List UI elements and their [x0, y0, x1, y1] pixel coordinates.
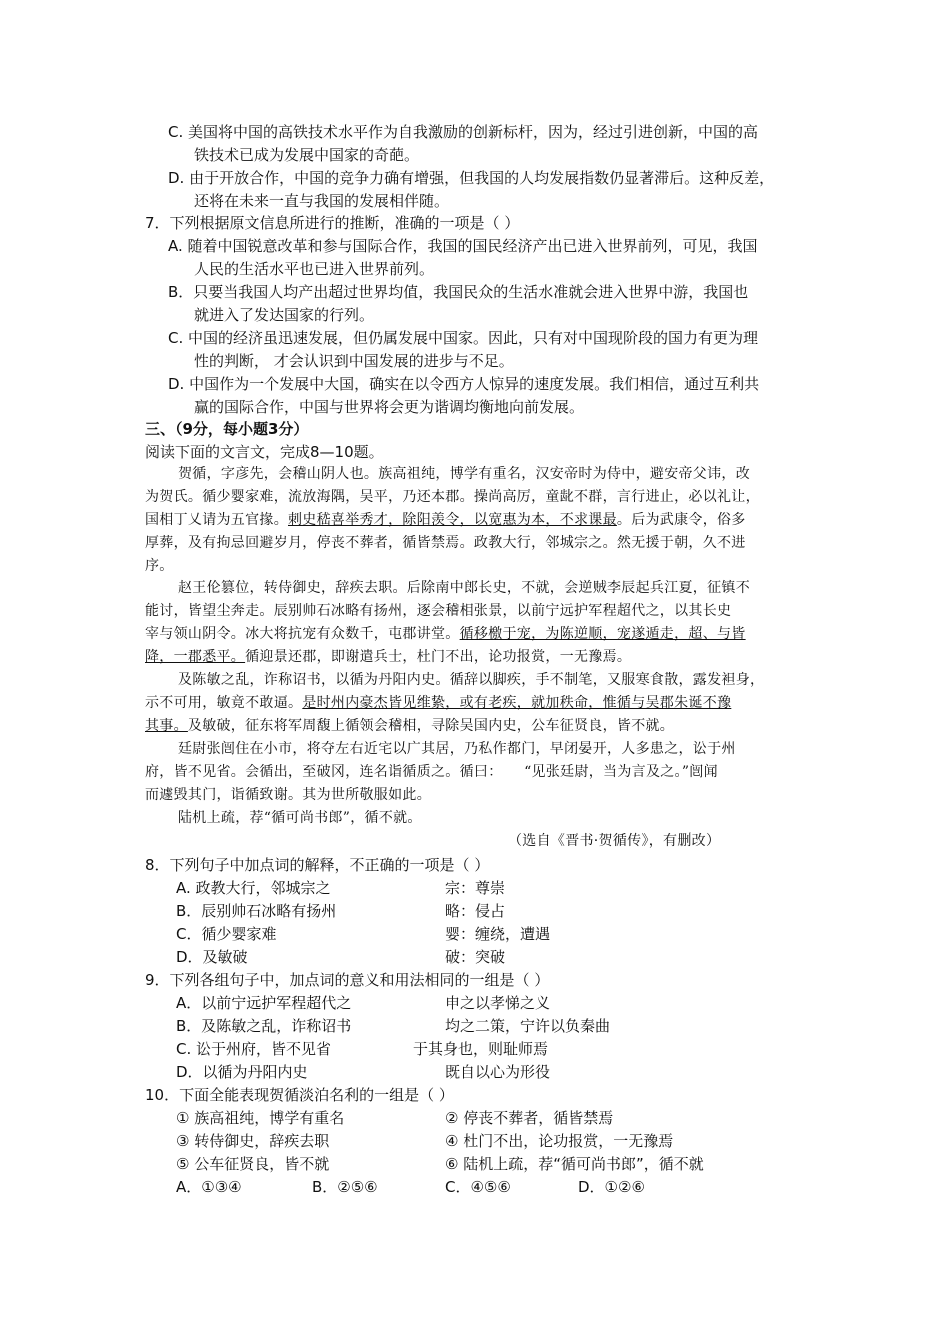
q8-option-a: A. 政教大行，邻城宗之	[176, 879, 331, 897]
underlined-sentence-1: 刺史嵇喜举秀才，除阳羡令，以宽惠为本，不求课最	[288, 512, 617, 528]
q7-option-a-line2: 人民的生活水平也已进入世界前列。	[194, 260, 435, 278]
q8-option-c: C．循少婴家难	[176, 925, 277, 943]
q10-item-3: ③ 转侍御史，辞疾去职	[176, 1132, 330, 1150]
q9-option-a: A．以前宁远护军程超代之	[176, 994, 352, 1012]
passage-p1-line4: 厚葬，及有拘忌回避岁月，停丧不葬者，循皆禁焉。政教大行，邻城宗之。然无援于朝，久不进	[145, 535, 746, 551]
passage-source: （选自《晋书·贺循传》，有删改）	[508, 833, 721, 849]
q6-option-d-line1: D. 由于开放合作，中国的竞争力确有增强，但我国的人均发展指数仍显著滞后。这种反差，	[168, 169, 775, 187]
q8-option-d-gloss: 破：突破	[445, 948, 506, 966]
q6-option-c-line1: C. 美国将中国的高铁技术水平作为自我激励的创新标杆，因为，经过引进创新，中国的高	[168, 123, 759, 141]
q10-item-1: ① 族高祖纯，博学有重名	[176, 1109, 345, 1127]
passage-p3-line3: 其事。及敏破，征东将军周馥上循领会稽相，寻除吴国内史，公车征贤良，皆不就。	[145, 718, 675, 734]
passage-p4-line2: 府，皆不见省。会循出，至破冈，连名诣循质之。循曰： “见张廷尉，当为言及之。”闿闻	[145, 764, 718, 780]
q7-option-b-line1: B．只要当我国人均产出超过世界均值，我国民众的生活水准就会进入世界中游，我国也	[168, 283, 749, 301]
q10-choice-c: C．④⑤⑥	[445, 1178, 511, 1196]
q7-option-b-line2: 就进入了发达国家的行列。	[194, 306, 375, 324]
q9-option-d: D．以循为丹阳内史	[176, 1063, 308, 1081]
section-3-heading: 三、（9分，每小题3分）	[145, 420, 309, 438]
passage-p2-line2: 能讨，皆望尘奔走。辰别帅石冰略有扬州，逐会稽相张景，以前宁远护军程超代之，以其长史	[145, 603, 732, 619]
q10-choice-b: B．②⑤⑥	[312, 1178, 378, 1196]
q10-item-2: ② 停丧不葬者，循皆禁焉	[445, 1109, 614, 1127]
q9-option-d-pair: 既自以心为形役	[445, 1063, 551, 1081]
q8-stem: 8．下列句子中加点词的解释，不正确的一项是（ ）	[145, 856, 490, 874]
passage-p5-line1: 陆机上疏，荐“循可尚书郎”，循不就。	[178, 810, 422, 826]
q10-choice-d: D．①②⑥	[578, 1178, 645, 1196]
q9-option-b-pair: 均之二策，宁许以负秦曲	[445, 1017, 611, 1035]
passage-p3-line2: 示不可用，敏竟不敢逼。是时州内豪杰皆见维絷，或有老疾，就加秩命，惟循与吴郡朱诞不豫	[145, 695, 732, 711]
q6-option-d-line2: 还将在未来一直与我国的发展相伴随。	[194, 192, 450, 210]
passage-p4-line1: 廷尉张闿住在小市，将夺左右近宅以广其居，乃私作都门，早闭晏开，人多患之，讼于州	[178, 741, 736, 757]
q9-option-a-pair: 申之以孝悌之义	[445, 994, 551, 1012]
q10-stem: 10．下面全能表现贺循淡泊名利的一组是（ ）	[145, 1086, 454, 1104]
q10-choice-a: A．①③④	[176, 1178, 242, 1196]
q8-option-b-gloss: 略：侵占	[445, 902, 506, 920]
passage-p1-line1: 贺循，字彦先，会稽山阴人也。族高祖纯，博学有重名，汉安帝时为侍中，避安帝父讳，改	[178, 466, 750, 482]
passage-p2-line3: 宰与领山阴令。冰大将抗宠有众数千，屯郡讲堂。循移檄于宠，为陈逆顺，宠遂遁走，超、与皆	[145, 626, 746, 642]
passage-p3-line1: 及陈敏之乱，诈称诏书，以循为丹阳内史。循辞以脚疾，手不制笔，又服寒食散，露发袒身，	[178, 672, 765, 688]
underlined-sentence-2a: 循移檄于宠，为陈逆顺，宠遂遁走，超、与皆	[459, 626, 746, 642]
section-3-instruction: 阅读下面的文言文，完成8—10题。	[145, 443, 384, 461]
q8-option-d: D．及敏破	[176, 948, 248, 966]
q7-option-c-line1: C. 中国的经济虽迅速发展，但仍属发展中国家。因此，只有对中国现阶段的国力有更为理	[168, 329, 759, 347]
q7-option-a-line1: A. 随着中国锐意改革和参与国际合作，我国的国民经济产出已进入世界前列，可见，我国	[168, 237, 758, 255]
q7-option-c-line2: 性的判断， 才会认识到中国发展的进步与不足。	[194, 352, 514, 370]
q10-item-6: ⑥ 陆机上疏，荐“循可尚书郎”，循不就	[445, 1155, 704, 1173]
q9-option-b: B．及陈敏之乱，诈称诏书	[176, 1017, 352, 1035]
q10-item-4: ④ 杜门不出，论功报赏，一无豫焉	[445, 1132, 674, 1150]
underlined-sentence-3b: 其事。	[145, 718, 188, 734]
q10-item-5: ⑤ 公车征贤良，皆不就	[176, 1155, 330, 1173]
passage-p1-line3: 国相丁乂请为五官掾。刺史嵇喜举秀才，除阳羡令，以宽惠为本，不求课最。后为武康令，俗多	[145, 512, 746, 528]
passage-p2-line1: 赵王伦篡位，转侍御史，辞疾去职。后除南中郎长史，不就，会逆贼李辰起兵江夏，征镇不	[178, 580, 750, 596]
passage-p4-line3: 而遽毁其门，诣循致谢。其为世所敬服如此。	[145, 787, 431, 803]
passage-p2-line4: 降，一郡悉平。循迎景还郡，即谢遣兵士，杜门不出，论功报赏，一无豫焉。	[145, 649, 632, 665]
q9-option-c: C. 讼于州府，皆不见省	[176, 1040, 332, 1058]
q8-option-c-gloss: 婴：缠绕，遭遇	[445, 925, 551, 943]
underlined-sentence-3a: 是时州内豪杰皆见维絷，或有老疾，就加秩命，惟循与吴郡朱诞不豫	[302, 695, 732, 711]
q8-option-a-gloss: 宗：尊崇	[445, 879, 506, 897]
q9-stem: 9．下列各组句子中，加点词的意义和用法相同的一组是（ ）	[145, 971, 550, 989]
q6-option-c-line2: 铁技术已成为发展中国家的奇葩。	[194, 146, 420, 164]
q7-option-d-line1: D. 中国作为一个发展中大国，确实在以令西方人惊异的速度发展。我们相信，通过互利共	[168, 375, 760, 393]
q9-option-c-pair: 于其身也，则耻师焉	[413, 1040, 549, 1058]
q8-option-b: B．辰别帅石冰略有扬州	[176, 902, 337, 920]
underlined-sentence-2b: 降，一郡悉平。	[145, 649, 246, 665]
q7-stem: 7．下列根据原文信息所进行的推断，准确的一项是（ ）	[145, 214, 520, 232]
passage-p1-line2: 为贺氏。循少婴家难，流放海隅，吴平，乃还本郡。操尚高厉，童龀不群，言行进止，必以礼让，	[145, 489, 760, 505]
q7-option-d-line2: 赢的国际合作，中国与世界将会更为谐调均衡地向前发展。	[194, 398, 585, 416]
passage-p1-line5: 序。	[145, 558, 174, 574]
